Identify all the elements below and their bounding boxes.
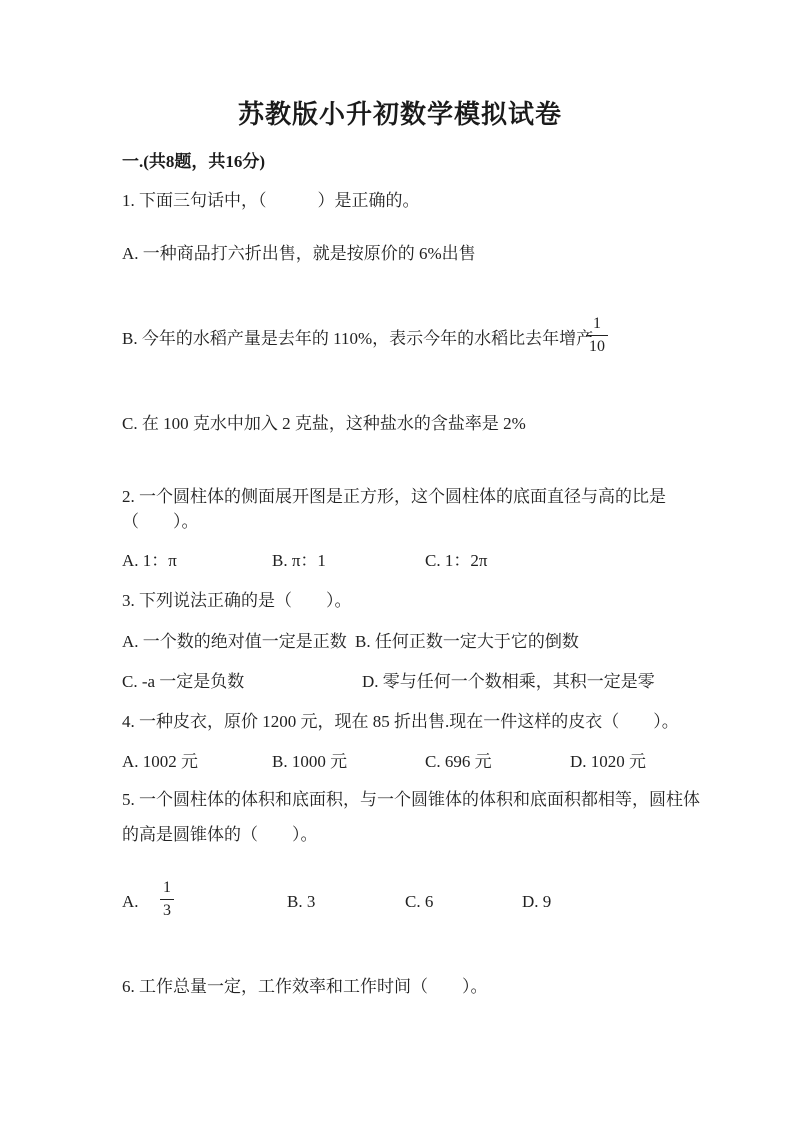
question-2-stem-line2: （ ）。	[122, 512, 199, 531]
question-2-option-c: C. 1：2π	[425, 551, 488, 570]
question-1-option-a: A. 一种商品打六折出售，就是按原价的 6%出售	[122, 244, 476, 263]
question-2-option-b: B. π：1	[272, 551, 326, 570]
question-4-option-d: D. 1020 元	[570, 752, 647, 771]
question-5-option-b: B. 3	[287, 892, 316, 911]
question-5-option-d: D. 9	[522, 892, 552, 911]
question-5-option-a-fraction	[160, 879, 174, 920]
question-4-option-a: A. 1002 元	[122, 752, 199, 771]
question-4-option-b: B. 1000 元	[272, 752, 348, 771]
question-1-option-c: C. 在 100 克水中加入 2 克盐，这种盐水的含盐率是 2%	[122, 414, 526, 433]
question-3-stem: 3. 下列说法正确的是（ ）。	[122, 591, 352, 610]
section-header: 一.(共8题，共16分)	[122, 152, 266, 171]
question-5-option-c: C. 6	[405, 892, 434, 911]
question-4-stem: 4. 一种皮衣，原价 1200 元，现在 85 折出售.现在一件这样的皮衣（ ）。	[122, 712, 679, 731]
page-title: 苏教版小升初数学模拟试卷	[237, 100, 562, 129]
question-5-stem-line2: 的高是圆锥体的（ ）。	[122, 825, 318, 844]
fraction-numerator: 1	[163, 879, 171, 896]
question-1-stem: 1. 下面三句话中，（ ）是正确的。	[122, 191, 420, 210]
question-5-stem-line1: 5. 一个圆柱体的体积和底面积，与一个圆锥体的体积和底面积都相等，圆柱体	[122, 790, 700, 809]
fraction-denominator: 10	[586, 335, 608, 356]
question-2-stem-line1: 2. 一个圆柱体的侧面展开图是正方形，这个圆柱体的底面直径与高的比是	[122, 487, 666, 506]
question-1-option-b: B. 今年的水稻产量是去年的 110%，表示今年的水稻比去年增产	[122, 329, 594, 348]
question-3-option-a: A. 一个数的绝对值一定是正数	[122, 632, 347, 651]
question-5-option-a-label: A.	[122, 892, 139, 911]
question-3-option-b: B. 任何正数一定大于它的倒数	[355, 632, 579, 651]
question-4-option-c: C. 696 元	[425, 752, 492, 771]
question-1-option-b-fraction	[586, 315, 608, 356]
question-2-option-a: A. 1：π	[122, 551, 177, 570]
question-3-option-d: D. 零与任何一个数相乘，其积一定是零	[362, 672, 655, 691]
question-3-option-c: C. -a 一定是负数	[122, 672, 245, 691]
fraction-denominator: 3	[160, 899, 174, 920]
question-6-stem: 6. 工作总量一定，工作效率和工作时间（ ）。	[122, 977, 488, 996]
fraction-numerator: 1	[593, 315, 601, 332]
